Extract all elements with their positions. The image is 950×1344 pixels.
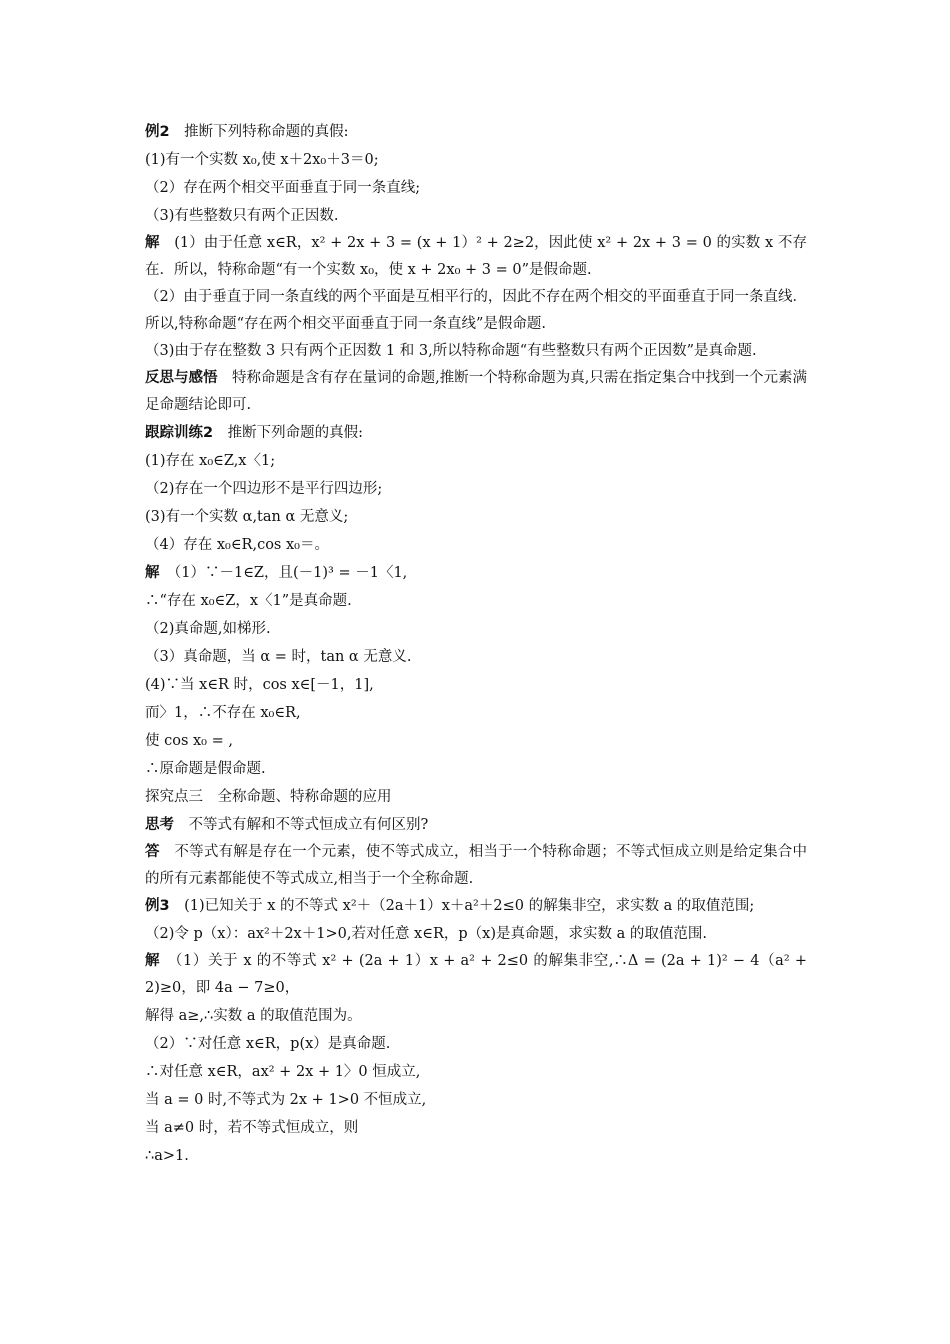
example-2-heading xyxy=(145,118,807,146)
problem-item: （2）存在两个相交平面垂直于同一条直线; xyxy=(145,180,421,196)
solution-line: ∴对任意 x∈R，ax² + 2x + 1〉0 恒成立, xyxy=(145,1064,421,1080)
solution-line: 解得 a≥,∴实数 a 的取值范围为。 xyxy=(145,1008,362,1024)
think-question xyxy=(145,811,807,839)
problem-item: (1)存在 x₀∈Z,x〈1; xyxy=(145,453,276,469)
problem-item: (3)有一个实数 α,tan α 无意义; xyxy=(145,509,349,525)
exercise-label: 跟踪训练2 xyxy=(145,425,214,441)
solution-label: 解 xyxy=(145,565,160,581)
problem-item: （2)存在一个四边形不是平行四边形; xyxy=(145,481,383,497)
solution-line: 当 a = 0 时,不等式为 2x + 1>0 不恒成立, xyxy=(145,1092,427,1108)
solution-line: 当 a≠0 时，若不等式恒成立，则 xyxy=(145,1120,359,1136)
solution-line: 而〉1，∴不存在 x₀∈R, xyxy=(145,705,301,721)
document-body xyxy=(145,118,812,1170)
problem-item: （4）存在 x₀∈R,cos x₀＝。 xyxy=(145,537,329,553)
answer-label: 答 xyxy=(145,844,160,860)
example-label: 例3 xyxy=(145,898,170,914)
solution-label: 解 xyxy=(145,235,160,251)
solution-text: (1）由于任意 x∈R，x² + 2x + 3 = (x + 1）² + 2≥2，因此使 x² + 2x + 3 = 0 的实数 x 不存在．所以，特称命题“有一个实数 x₀，使 x + 2x₀ + 3 = 0”是假命题. xyxy=(145,235,808,278)
solution-line: ∴原命题是假命题. xyxy=(145,761,266,777)
solution-line: （2）∵对任意 x∈R，p(x）是真命题. xyxy=(145,1036,391,1052)
problem-item: （2)令 p（x）：ax²＋2x＋1>0,若对任意 x∈R，p（x)是真命题，求实数 a 的取值范围. xyxy=(145,926,707,942)
example-text: (1)已知关于 x 的不等式 x²＋（2a＋1）x＋a²＋2≤0 的解集非空，求实数 a 的取值范围; xyxy=(169,898,755,914)
solution-paragraph xyxy=(145,948,812,1002)
solution-paragraph: （2）由于垂直于同一条直线的两个平面是互相平行的，因此不存在两个相交的平面垂直于同一条直线．所以,特称命题“存在两个相交平面垂直于同一条直线”是假命题. xyxy=(145,289,807,332)
solution-text: （1）∵－1∈Z，且(－1)³ = －1〈1, xyxy=(159,565,408,581)
think-text: 不等式有解和不等式恒成立有何区别? xyxy=(174,817,429,833)
solution-label: 解 xyxy=(145,953,161,969)
problem-item: （3)有些整数只有两个正因数. xyxy=(145,208,339,224)
solution-text: （1）关于 x 的不等式 x² + (2a + 1）x + a² + 2≤0 的解集非空,∴Δ = (2a + 1)² − 4（a² + 2)≥0，即 4a − 7≥0， xyxy=(145,953,812,996)
solution-line: （2)真命题,如梯形. xyxy=(145,621,271,637)
reflection-label: 反思与感悟 xyxy=(145,370,218,386)
exercise-text: 推断下列命题的真假: xyxy=(213,425,363,441)
reflection-text: 特称命题是含有存在量词的命题,推断一个特称命题为真,只需在指定集合中找到一个元素满足命题结论即可. xyxy=(145,370,807,413)
example-label: 例2 xyxy=(145,124,170,140)
answer-paragraph xyxy=(145,839,807,893)
problem-item: (1)有一个实数 x₀,使 x＋2x₀＋3＝0; xyxy=(145,152,379,168)
solution-line: （3）真命题，当 α = 时，tan α 无意义. xyxy=(145,649,412,665)
solution-paragraph: （3)由于存在整数 3 只有两个正因数 1 和 3,所以特称命题“有些整数只有两个正因数”是真命题. xyxy=(145,343,757,359)
solution-paragraph xyxy=(145,230,807,284)
reflection-paragraph xyxy=(145,365,807,419)
example-3-heading xyxy=(145,893,807,920)
solution-line: (4)∵当 x∈R 时，cos x∈[－1，1], xyxy=(145,677,374,693)
solution-line xyxy=(145,559,807,587)
answer-text: 不等式有解是存在一个元素，使不等式成立，相当于一个特称命题；不等式恒成立则是给定集合中的所有元素都能使不等式成立,相当于一个全称命题. xyxy=(145,844,807,887)
example-text: 推断下列特称命题的真假: xyxy=(169,124,349,140)
solution-line: 使 cos x₀ = , xyxy=(145,733,233,749)
exercise-heading xyxy=(145,419,807,447)
solution-line: ∴“存在 x₀∈Z，x〈1”是真命题. xyxy=(145,593,352,609)
solution-line: ∴a>1. xyxy=(145,1148,189,1164)
section-heading: 探究点三 全称命题、特称命题的应用 xyxy=(145,789,392,805)
think-label: 思考 xyxy=(145,817,174,833)
